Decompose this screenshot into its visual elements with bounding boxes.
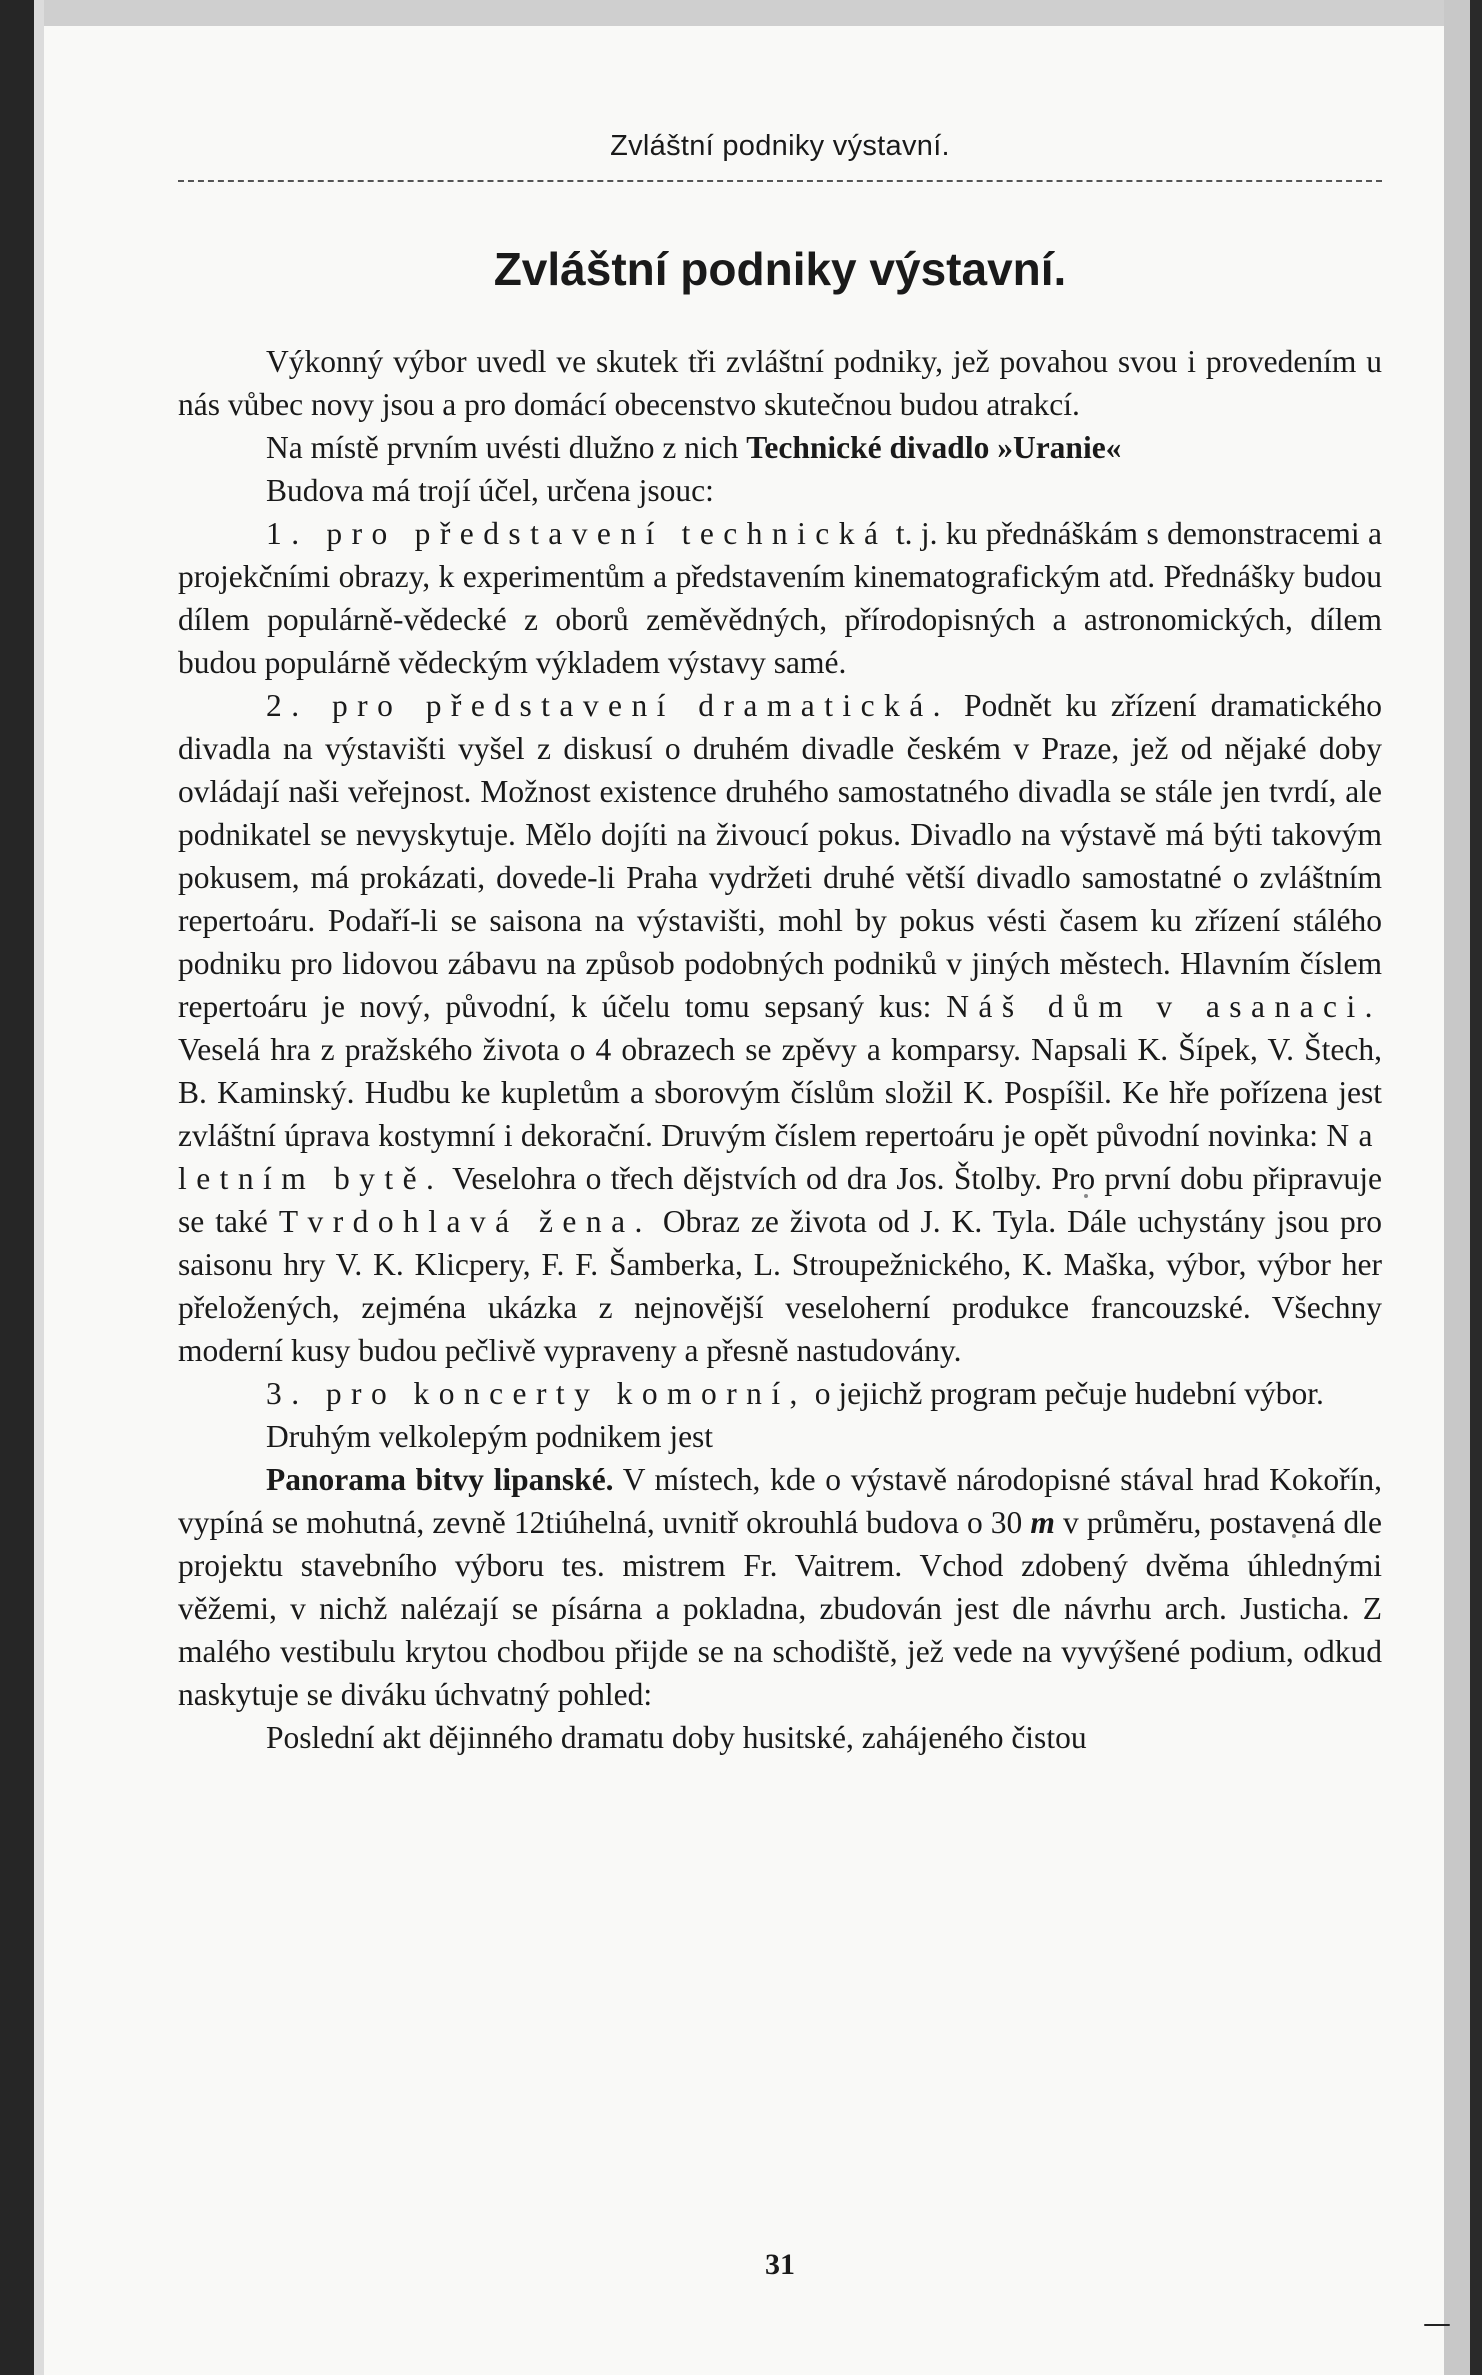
play-title-1: Náš dům v asanaci.	[946, 989, 1383, 1024]
header-rule	[178, 180, 1382, 182]
running-head: Zvláštní podniky výstavní.	[610, 130, 950, 162]
paragraph-second: Druhým velkolepým podnikem jest	[266, 1419, 714, 1454]
item-technical	[178, 512, 1382, 684]
item-technical-text: t. j. ku přednáškám s demonstracemi a projekčními obrazy, k experimentům a představením kinematografickým atd. Přednášky budou dílem populárně-vědecké z oborů zeměvědných, přírodopisných a astronomických, dílem budou populárně vědeckým výkladem výstavy samé.	[178, 516, 1382, 680]
scan-mark	[1424, 2324, 1450, 2326]
scan-edge-right	[1444, 0, 1470, 2375]
page-title: Zvláštní podniky výstavní.	[493, 243, 1067, 295]
paragraph-last: Poslední akt dějinného dramatu doby husitské, zahájeného čistou	[266, 1720, 1087, 1755]
item-concerts-text: o jejichž program pečuje hudební výbor.	[814, 1376, 1324, 1411]
item-dramatic-text-a: Podnět ku zřízení dramatického divadla na výstavišti vyšel z diskusí o druhém divadle českém v Praze, jež od nějaké doby ovládají naši veřejnost. Možnost existence druhého samostatného divadla se stále jen tvrdí, ale podnikatel se nevyskytuje. Mělo dojíti na živoucí pokus. Divadlo na výstavě má býti takovým pokusem, má prokázati, dovede-li Praha vydržeti druhé větší divadlo samostatné o zvláštním repertoáru. Podaří-li se saisona na výstavišti, mohl by pokus vésti časem ku zřízení stálého podniku pro lidovou zábavu na způsob podobných podniků v jiných městech. Hlavním číslem repertoáru je nový, původní, k účelu tomu sepsaný kus:	[178, 688, 1382, 1024]
scan-border-left	[0, 0, 34, 2375]
scan-border-right	[1470, 0, 1482, 2375]
paragraph-purpose: Budova má trojí účel, určena jsouc:	[266, 473, 714, 508]
paragraph-panorama	[178, 1458, 1382, 1716]
panorama-name: Panorama bitvy lipanské.	[266, 1462, 614, 1497]
uranie-name: Technické divadlo »Uranie«	[746, 430, 1122, 465]
item-dramatic-text-c: Veselohra o třech dějstvích od dra Jos. Štolby. Pro první dobu připravuje se také	[178, 1161, 1382, 1239]
paragraph-intro: Výkonný výbor uvedl ve skutek tři zvláštní podniky, jež povahou svou i provedením u nás vůbec novy jsou a pro domácí obecenstvo skutečnou budou atrakcí.	[178, 344, 1382, 422]
panorama-unit: m	[1030, 1505, 1055, 1540]
item-dramatic-label: 2. pro představení dramatická.	[266, 688, 951, 723]
play-title-3: Tvrdohlavá žena.	[278, 1204, 652, 1239]
body-text	[178, 340, 1382, 1759]
item-dramatic	[178, 684, 1382, 1372]
uranie-lead: Na místě prvním uvésti dlužno z nich	[266, 430, 739, 465]
book-page	[44, 26, 1444, 2375]
panorama-text-a: V místech, kde o výstavě národopisné stával hrad Kokořín, vypíná se mohutná, zevně 12tiúhelná, uvnitř okrouhlá budova o 30	[178, 1462, 1382, 1540]
scan-edge-top	[44, 0, 1444, 26]
item-technical-label: 1. pro představení technická	[266, 516, 888, 551]
paragraph-uranie	[178, 426, 1382, 469]
item-dramatic-text-b: Veselá hra z pražského života o 4 obrazech se zpěvy a komparsy. Napsali K. Šípek, V. Štech, B. Kaminský. Hudbu ke kupletům a sborovým číslům složil K. Pospíšil. Ke hře pořízena jest zvláštní úprava kostymní i dekorační. Druvým číslem repertoáru je opět původní novinka:	[178, 1032, 1382, 1153]
item-dramatic-text-d: Obraz ze života od J. K. Tyla. Dále uchystány jsou pro saisonu hry V. K. Klicpery, F. F. Šamberka, L. Stroupežnického, K. Maška, výbor, výbor her přeložených, zejména ukázka z nejnovější veseloherní produkce francouzské. Všechny moderní kusy budou pečlivě vypraveny a přesně nastudovány.	[178, 1204, 1382, 1368]
page-number: 31	[765, 2248, 795, 2281]
panorama-text-b: v průměru, postavená dle projektu stavebního výboru tes. mistrem Fr. Vaitrem. Vchod zdobený dvěma úhlednými věžemi, v nichž nalézají se písárna a pokladna, zbudován jest dle návrhu arch. Justicha. Z malého vestibulu krytou chodbou přijde se na schodiště, jež vede na vyvýšené podium, odkud naskytuje se diváku úchvatný pohled:	[178, 1505, 1383, 1712]
play-title-2: Na letním bytě.	[178, 1118, 1382, 1196]
item-concerts	[178, 1372, 1382, 1415]
scan-edge-left	[34, 0, 44, 2375]
item-concerts-label: 3. pro koncerty komorní,	[266, 1376, 807, 1411]
